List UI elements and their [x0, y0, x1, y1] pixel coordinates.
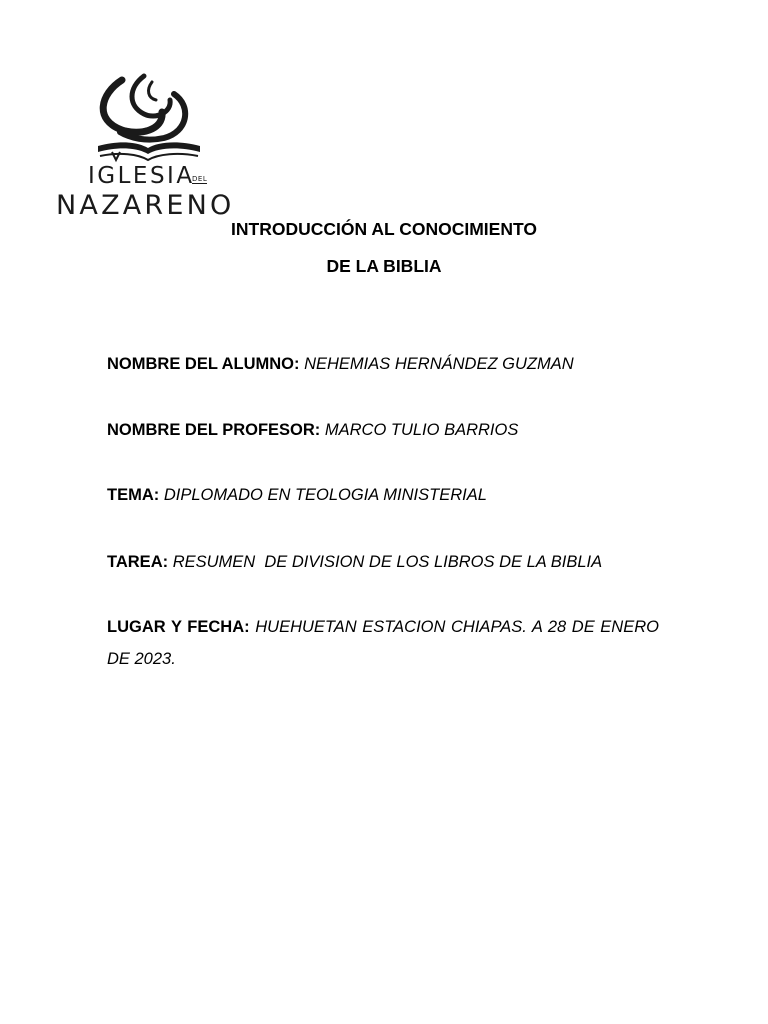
church-logo	[52, 72, 244, 224]
teacher-name-label: NOMBRE DEL PROFESOR:	[107, 421, 321, 439]
assignment-field	[107, 546, 659, 578]
teacher-name-field	[107, 414, 659, 446]
logo-wordmark-top: IGLESIA	[88, 163, 195, 189]
logo-wordmark-bottom: NAZARENO	[56, 190, 235, 221]
topic-field	[107, 479, 659, 511]
logo-wordmark-small: DEL	[192, 175, 208, 183]
place-date-value: HUEHUETAN ESTACION CHIAPAS. A 28 DE ENERO DE 2023.	[107, 618, 659, 668]
place-date-label: LUGAR Y FECHA:	[107, 618, 250, 636]
teacher-name-value: MARCO TULIO BARRIOS	[324, 421, 519, 439]
student-name-label: NOMBRE DEL ALUMNO:	[107, 355, 300, 373]
student-name-value: NEHEMIAS HERNÁNDEZ GUZMAN	[304, 355, 574, 373]
place-date-field	[107, 611, 659, 675]
flame-bible-icon	[92, 72, 204, 164]
assignment-value: RESUMEN DE DIVISION DE LOS LIBROS DE LA BIBLIA	[172, 553, 603, 571]
document-title-line-2: DE LA BIBLIA	[326, 256, 442, 276]
student-name-field	[107, 348, 659, 380]
topic-value: DIPLOMADO EN TEOLOGIA MINISTERIAL	[163, 486, 487, 504]
assignment-label: TAREA:	[107, 553, 169, 571]
document-title-line-1: INTRODUCCIÓN AL CONOCIMIENTO	[231, 219, 537, 239]
topic-label: TEMA:	[107, 486, 160, 504]
